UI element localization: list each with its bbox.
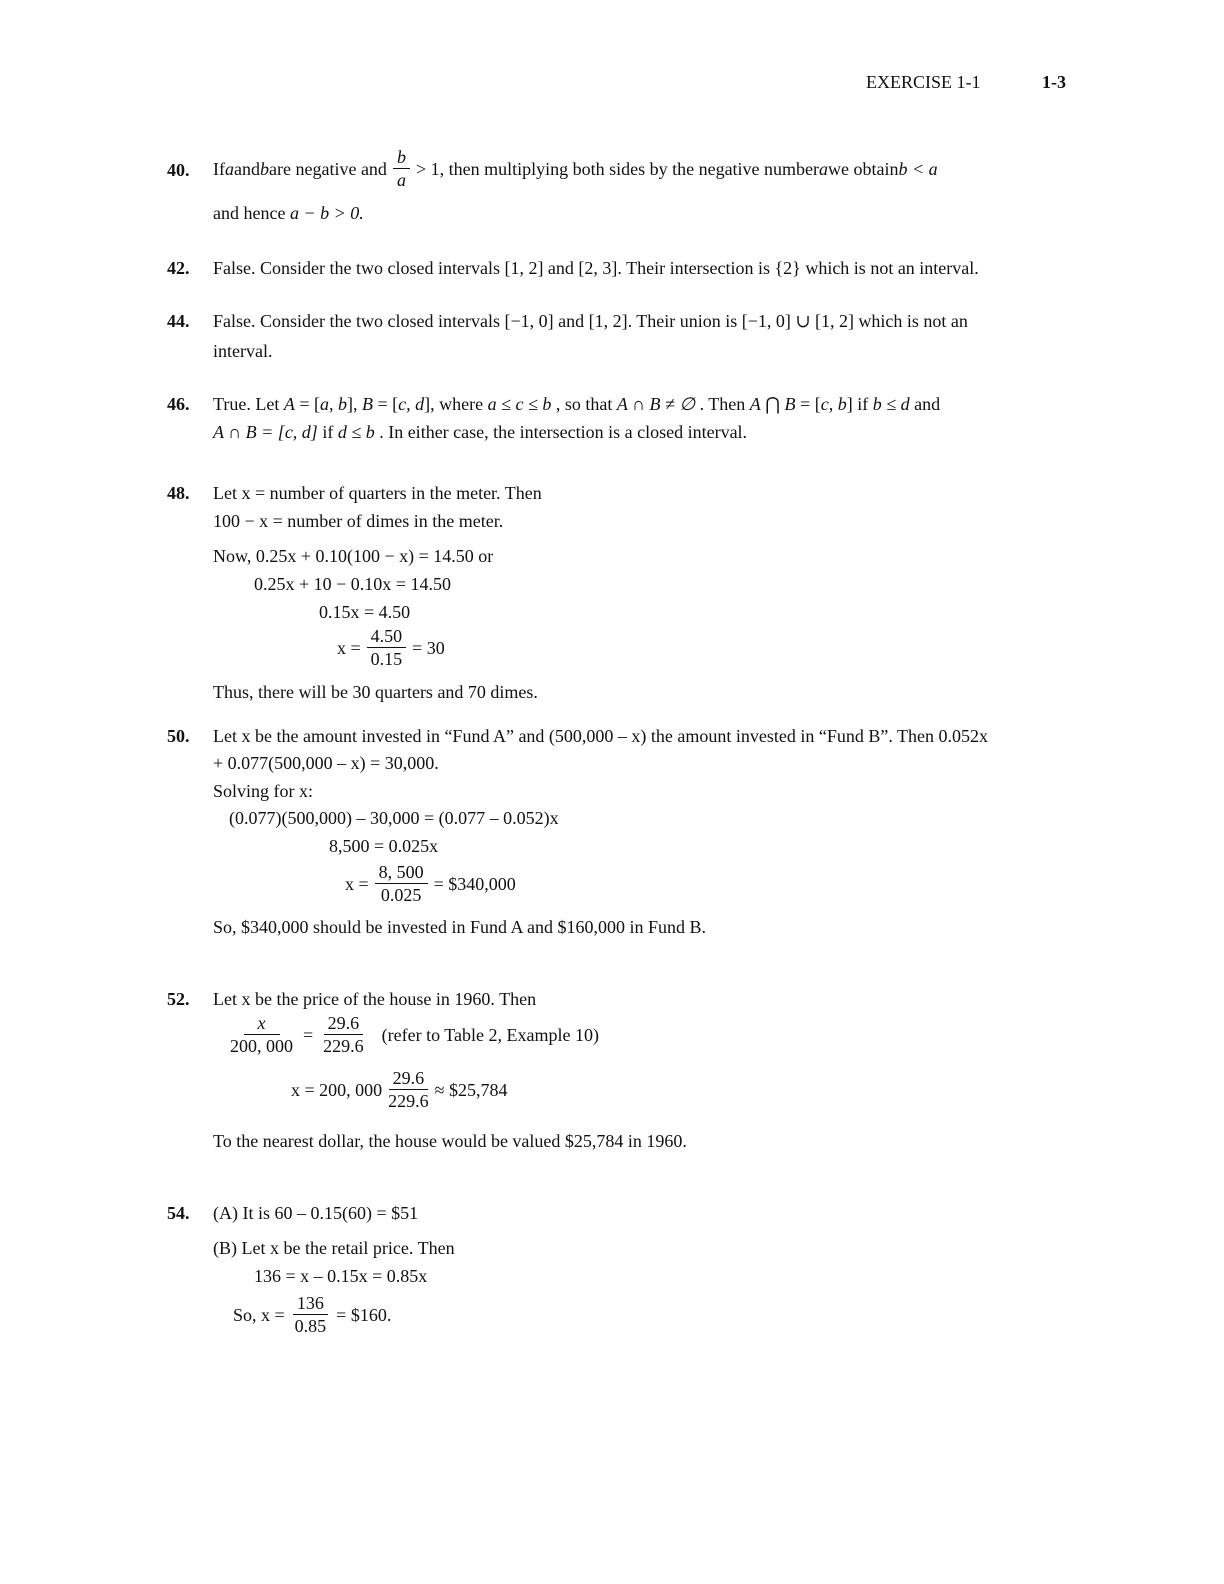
problem-52-line-4: To the nearest dollar, the house would be valued $25,784 in 1960.	[213, 1131, 687, 1151]
problem-40-line-2: and hence a − b > 0.	[213, 203, 364, 223]
running-header-title: EXERCISE 1-1	[866, 72, 981, 92]
fraction-x-over-200000: $\frac{x}{200, 000}$	[230, 1013, 293, 1056]
fraction-b-over-a: $\frac{b}{a}$	[393, 146, 410, 191]
problem-52-line-2: $\frac{x}{200, 000}$ = $\frac{29.6}{229.6}$ (refer to Table 2, Example 10)	[226, 1012, 599, 1057]
problem-48-line-2: 100 − x = number of dimes in the meter.	[213, 511, 504, 531]
problem-number-40: 40.	[167, 160, 190, 180]
problem-50-line-7: So, $340,000 should be invested in Fund A and $160,000 in Fund B.	[213, 917, 707, 937]
problem-number-44: 44.	[167, 311, 190, 331]
problem-number-50: 50.	[167, 726, 190, 746]
problem-50-line-4: (0.077)(500,000) – 30,000 = (0.077 – 0.052)x	[229, 808, 559, 828]
problem-number-48: 48.	[167, 483, 190, 503]
problem-number-46: 46.	[167, 394, 190, 414]
problem-50-line-3: Solving for x:	[213, 781, 314, 801]
fraction-136-over-0.85: $\frac{136}{0.85}$	[294, 1293, 327, 1336]
problem-54-line-2: (B) Let x be the retail price. Then	[213, 1238, 455, 1258]
problem-50-line-2: + 0.077(500,000 – x) = 30,000.	[213, 753, 439, 773]
problem-52-line-3: x = 200, 000 $\frac{29.6}{229.6}$ ≈ $25,784	[291, 1068, 508, 1111]
problem-number-42: 42.	[167, 258, 190, 278]
problem-54-line-4: So, x = $\frac{136}{0.85}$ = $160.	[233, 1293, 392, 1336]
fraction-29.6-over-229.6: $\frac{29.6}{229.6}$	[323, 1013, 364, 1056]
fraction-4.50-over-0.15: $\frac{4.50}{0.15}$	[367, 625, 407, 670]
problem-50-line-1: Let x be the amount invested in “Fund A” and (500,000 – x) the amount invested in “Fund B”. Then 0.052x	[213, 726, 989, 746]
problem-number-54: 54.	[167, 1203, 190, 1223]
page-number: 1-3	[1042, 72, 1066, 92]
problem-40-line-1: If a and b are negative and $\frac{b}{a}$ > 1, then multiplying both sides by the negative number a we obtain b < a	[213, 147, 938, 190]
problem-48-line-1: Let x = number of quarters in the meter. Then	[213, 483, 542, 503]
problem-48-line-5: 0.15x = 4.50	[319, 602, 411, 622]
problem-48-line-7: Thus, there will be 30 quarters and 70 dimes.	[213, 682, 538, 702]
problem-48-line-6: x = $\frac{4.50}{0.15}$ = 30	[337, 626, 445, 669]
problem-50-line-6: x = $\frac{8, 500}{0.025}$ = $340,000	[345, 862, 516, 905]
problem-54-line-3: 136 = x – 0.15x = 0.85x	[254, 1266, 428, 1286]
problem-46-line-2: A ∩ B = [c, d] if d ≤ b . In either case, the intersection is a closed interval.	[213, 422, 748, 442]
problem-50-line-5: 8,500 = 0.025x	[329, 836, 439, 856]
fraction-29.6-over-229.6-second: $\frac{29.6}{229.6}$	[388, 1068, 429, 1111]
problem-42-text: False. Consider the two closed intervals [1, 2] and [2, 3]. Their intersection is {2} which is not an interval.	[213, 258, 979, 278]
problem-44-line-1: False. Consider the two closed intervals [−1, 0] and [1, 2]. Their union is [−1, 0] ∪ [1, 2] which is not an	[213, 311, 968, 331]
problem-52-line-1: Let x be the price of the house in 1960. Then	[213, 989, 537, 1009]
problem-48-line-4: 0.25x + 10 − 0.10x = 14.50	[254, 574, 451, 594]
problem-48-line-3: Now, 0.25x + 0.10(100 − x) = 14.50 or	[213, 546, 494, 566]
fraction-8500-over-0.025: $\frac{8, 500}{0.025}$	[375, 861, 428, 906]
problem-44-line-2: interval.	[213, 341, 273, 361]
problem-number-52: 52.	[167, 989, 190, 1009]
problem-54-line-1: (A) It is 60 – 0.15(60) = $51	[213, 1203, 419, 1223]
problem-46-line-1: True. Let A = [a, b], B = [c, d], where a ≤ c ≤ b , so that A ∩ B ≠ ∅ . Then A ⋂ B = [c, b] if b ≤ d and	[213, 394, 941, 414]
